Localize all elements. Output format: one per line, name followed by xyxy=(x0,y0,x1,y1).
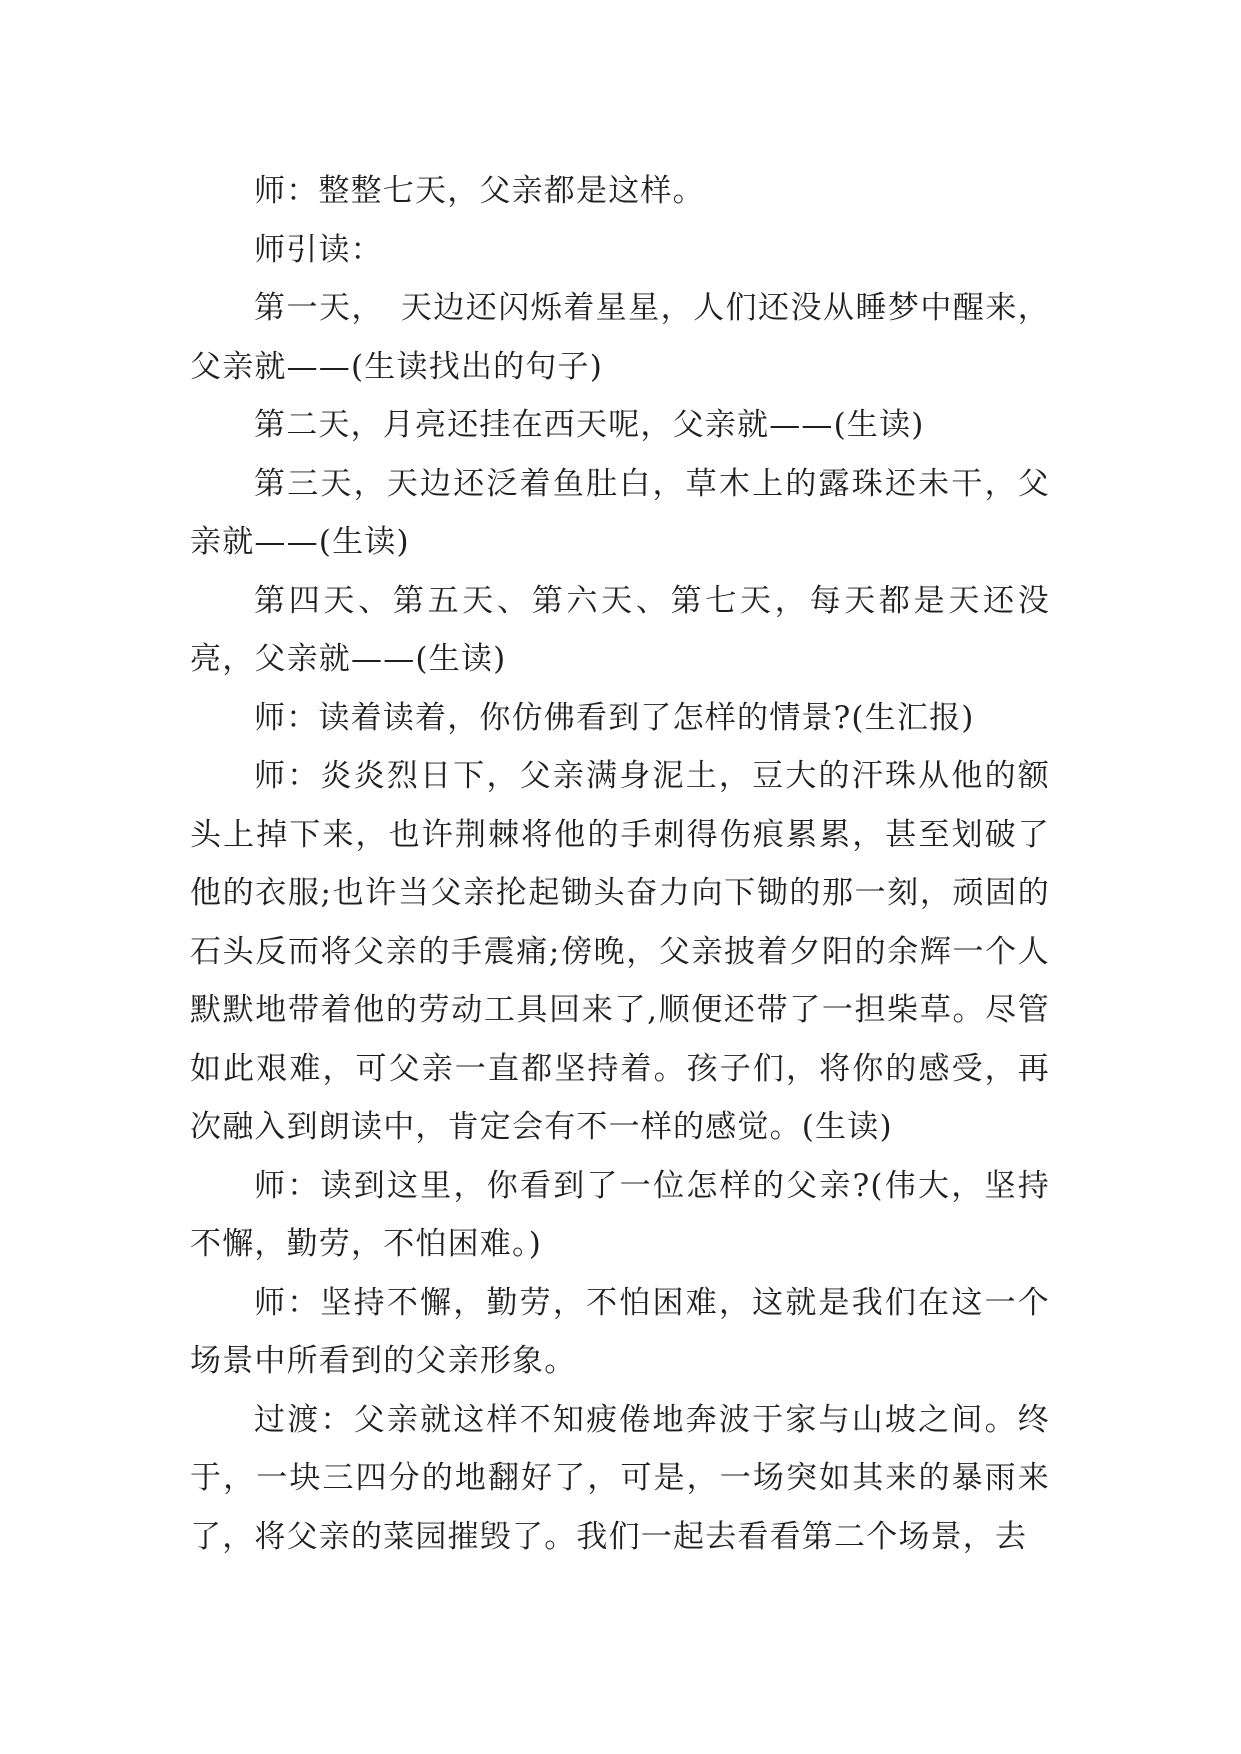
paragraph: 师：读着读着，你仿佛看到了怎样的情景?(生汇报) xyxy=(254,699,975,736)
paragraph: 第三天，天边还泛着鱼肚白，草木上的露珠还未干，父亲就——(生读) xyxy=(190,465,1050,560)
paragraph: 第四天、第五天、第六天、第七天，每天都是天还没亮，父亲就——(生读) xyxy=(190,582,1050,677)
paragraph: 师：坚持不懈，勤劳，不怕困难，这就是我们在这一个场景中所看到的父亲形象。 xyxy=(190,1284,1050,1379)
document-body xyxy=(190,162,1050,1566)
paragraph: 师：炎炎烈日下，父亲满身泥土，豆大的汗珠从他的额头上掉下来，也许荆棘将他的手刺得伤痕累累，甚至划破了他的衣服;也许当父亲抡起锄头奋力向下锄的那一刻，顽固的石头反而将父亲的手震痛;傍晚，父亲披着夕阳的余辉一个人默默地带着他的劳动工具回来了,顺便还带了一担柴草。尽管如此艰难，可父亲一直都坚持着。孩子们，将你的感受，再次融入到朗读中，肯定会有不一样的感觉。(生读) xyxy=(190,758,1050,1145)
paragraph: 师：整整七天，父亲都是这样。 xyxy=(254,173,705,209)
paragraph: 第二天，月亮还挂在西天呢，父亲就——(生读) xyxy=(254,407,925,443)
paragraph: 师引读： xyxy=(254,231,383,268)
paragraph: 师：读到这里，你看到了一位怎样的父亲?(伟大，坚持不懈，勤劳，不怕困难。) xyxy=(190,1167,1050,1262)
paragraph: 过渡：父亲就这样不知疲倦地奔波于家与山坡之间。终于，一块三四分的地翻好了，可是，一场突如其来的暴雨来了，将父亲的菜园摧毁了。我们一起去看看第二个场景，去 xyxy=(190,1401,1050,1555)
paragraph: 第一天， 天边还闪烁着星星，人们还没从睡梦中醒来，父亲就——(生读找出的句子) xyxy=(190,290,1050,385)
